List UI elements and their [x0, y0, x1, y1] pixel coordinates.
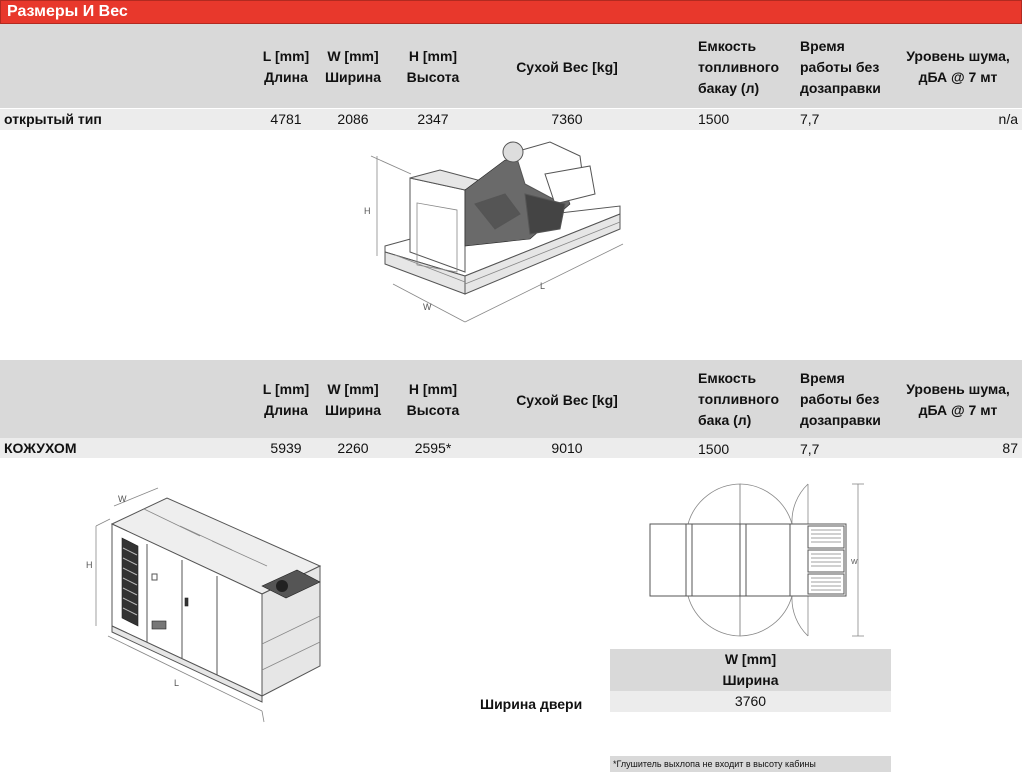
dim-l-label: L	[540, 281, 546, 291]
header-runtime: Время работы без дозаправки	[800, 370, 881, 428]
enclosed-generator-drawing	[82, 486, 332, 726]
header-dry-weight: Сухой Вес [kg]	[516, 392, 618, 408]
cell-dry-weight: 7360	[551, 111, 583, 127]
header-length: L [mm] Длина	[262, 48, 310, 85]
header-height: H [mm] Высота	[406, 381, 460, 418]
cell-runtime: 7,7	[800, 111, 820, 127]
dim-h-label: H	[86, 560, 93, 570]
footnote: *Глушитель выхлопа не входит в высоту кабины	[610, 756, 891, 772]
section-title-bar	[0, 0, 1022, 24]
cell-length: 5939	[270, 440, 302, 456]
cell-noise: 87	[1002, 440, 1018, 456]
cell-dry-weight: 9010	[551, 440, 583, 456]
header-width: W [mm] Ширина	[324, 48, 382, 85]
open-table-header	[0, 24, 1022, 108]
header-fuel-capacity: Емкость топливного бака (л)	[698, 370, 779, 428]
dim-h-label: H	[364, 206, 371, 216]
cell-length: 4781	[270, 111, 302, 127]
dim-w-label: W	[423, 302, 432, 312]
header-runtime: Время работы без дозаправки	[800, 38, 881, 96]
cell-fuel: 1500	[698, 441, 730, 457]
row-label: КОЖУХОМ	[4, 440, 77, 456]
open-table-row	[0, 109, 1022, 130]
dim-l-label: L	[174, 678, 180, 688]
door-width-label: Ширина двери	[480, 696, 583, 712]
cell-width: 2086	[337, 111, 369, 127]
header-height: H [mm] Высота	[406, 48, 460, 85]
louvre-panel	[122, 538, 138, 626]
open-generator-drawing	[355, 134, 630, 334]
enclosed-table-row	[0, 438, 1022, 458]
header-noise: Уровень шума, дБА @ 7 мт	[906, 48, 1010, 85]
enclosed-table-header	[0, 360, 1022, 438]
header-dry-weight: Сухой Вес [kg]	[516, 59, 618, 75]
cell-height: 2347	[417, 111, 449, 127]
cell-width: 2260	[337, 440, 369, 456]
row-label: открытый тип	[4, 111, 102, 127]
cell-runtime: 7,7	[800, 441, 820, 457]
cell-height: 2595*	[414, 440, 452, 456]
header-noise: Уровень шума, дБА @ 7 мт	[906, 381, 1010, 418]
dim-w-label: W	[118, 494, 127, 504]
dim-w-label: W	[851, 559, 858, 566]
header-width: W [mm] Ширина	[324, 381, 382, 418]
section-title: Размеры И Вес	[7, 3, 128, 20]
cell-noise: n/a	[998, 111, 1018, 127]
header-fuel-capacity: Емкость топливного бакау (л)	[698, 38, 779, 96]
door-table-header: W [mm] Ширина	[610, 649, 891, 691]
door-plan-drawing	[630, 480, 870, 640]
header-length: L [mm] Длина	[262, 381, 310, 418]
door-table-value: 3760	[610, 691, 891, 712]
cell-fuel: 1500	[698, 111, 730, 127]
